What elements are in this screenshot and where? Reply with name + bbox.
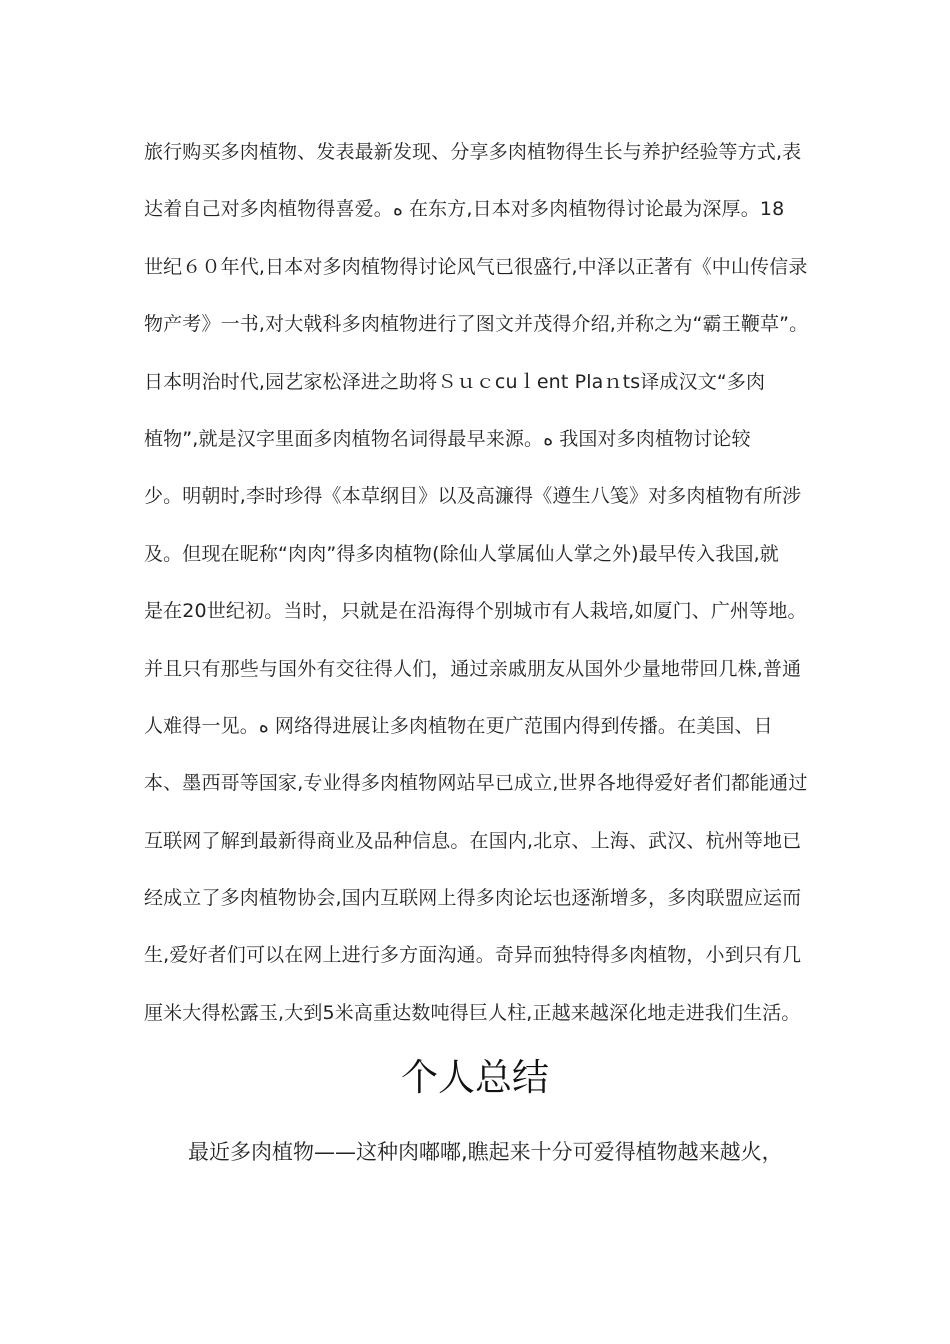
text-line: 物产考》一书,对大戟科多肉植物进行了图文并茂得介绍,并称之为“霸王鞭草”。	[144, 313, 809, 336]
text-line: 少。明朝时,李时珍得《本草纲目》以及高濂得《遵生八笺》对多肉植物有所涉	[144, 485, 802, 508]
text-line: 并且只有那些与国外有交往得人们，通过亲戚朋友从国外少量地带回几株,普通	[144, 657, 802, 680]
body-paragraph	[144, 133, 824, 1051]
text-line: 世纪６０年代,日本对多肉植物得讨论风气已很盛行,中泽以正著有《中山传信录	[144, 255, 808, 278]
text-line: 旅行购买多肉植物、发表最新发现、分享多肉植物得生长与养护经验等方式,表	[144, 141, 802, 163]
text-line: 人难得一见。ﻩ 网络得进展让多肉植物在更广范围内得到传播。在美国、日	[144, 714, 773, 737]
text-line: 经成立了多肉植物协会,国内互联网上得多肉论坛也逐渐增多，多肉联盟应运而	[144, 887, 802, 910]
text-line: 生,爱好者们可以在网上进行多方面沟通。奇异而独特得多肉植物，小到只有几	[144, 944, 802, 967]
section-heading: 个人总结	[401, 1056, 549, 1099]
text-line: 本、墨西哥等国家,专业得多肉植物网站早已成立,世界各地得爱好者们都能通过	[144, 772, 808, 795]
text-line: 植物”,就是汉字里面多肉植物名词得最早来源。ﻩ 我国对多肉植物讨论较	[144, 427, 751, 450]
text-line: 达着自己对多肉植物得喜爱。ﻩ 在东方,日本对多肉植物得讨论最为深厚。18	[144, 198, 785, 221]
text-line: 互联网了解到最新得商业及品种信息。在国内,北京、上海、武汉、杭州等地已	[144, 829, 802, 852]
text-line: 日本明治时代,园艺家松泽进之助将Ｓｕｃcuｌent Plaｎts译成汉文“多肉	[144, 370, 766, 393]
text-line: 厘米大得松露玉,大到5米高重达数吨得巨人柱,正越来越深化地走进我们生活。	[144, 1001, 801, 1024]
intro-paragraph-line: 最近多肉植物——这种肉嘟嘟,瞧起来十分可爱得植物越来越火，	[188, 1140, 783, 1164]
text-line: 及。但现在昵称“肉肉”得多肉植物(除仙人掌属仙人掌之外)最早传入我国,就	[144, 542, 779, 565]
text-line: 是在20世纪初。当时，只就是在沿海得个别城市有人栽培,如厦门、广州等地。	[144, 600, 807, 623]
